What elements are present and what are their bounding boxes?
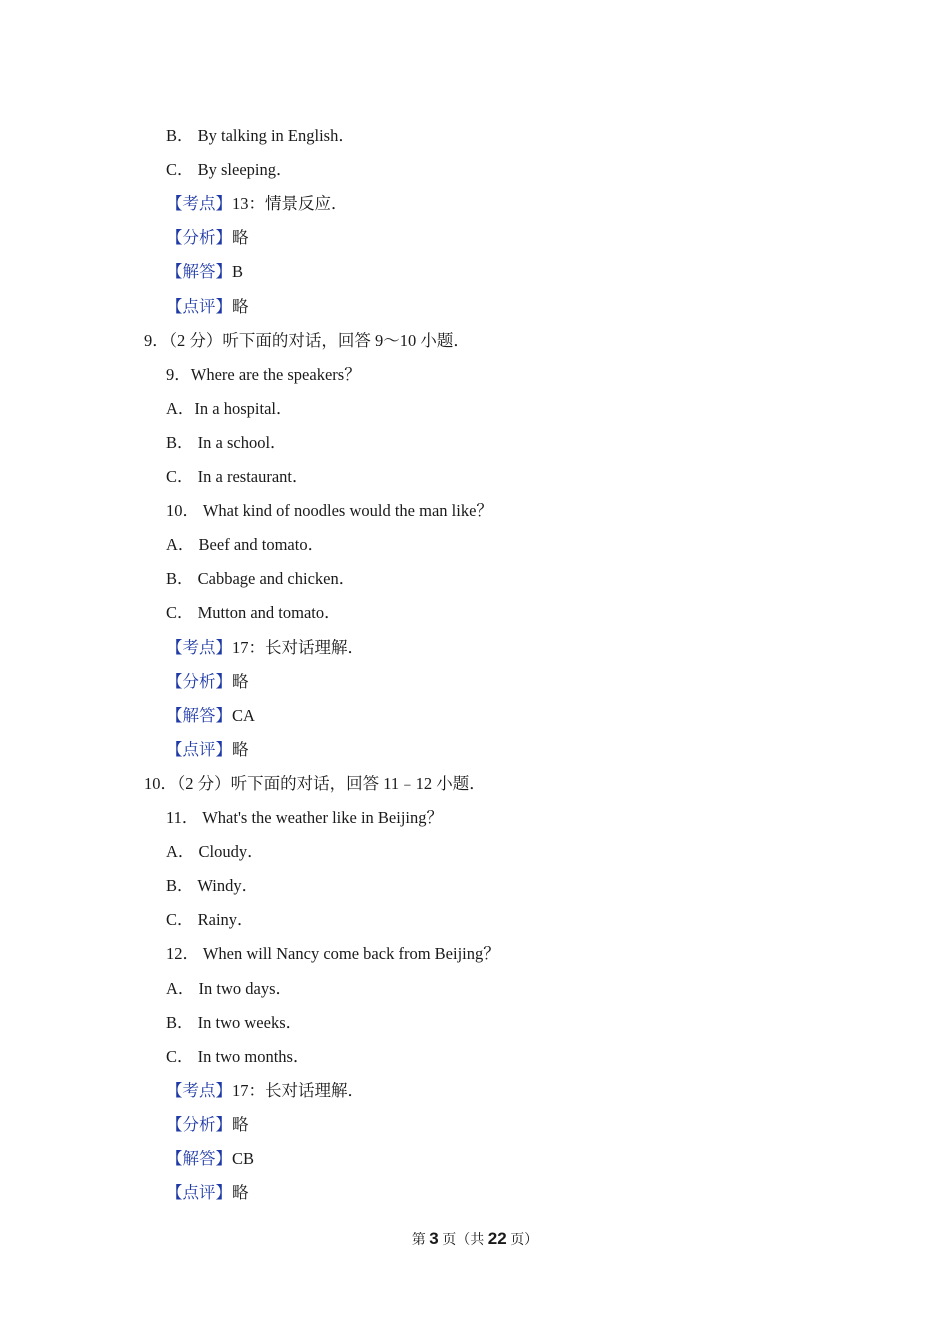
note-value: 略 (232, 1114, 249, 1134)
footer-page-number: 3 (429, 1229, 439, 1248)
note-value: 17：长对话理解． (232, 637, 364, 657)
answer-note-line (166, 637, 364, 659)
question-option: C． In two months． (166, 1046, 310, 1066)
answer-note-line (166, 671, 249, 693)
footer-suffix: 页） (510, 1233, 539, 1248)
question-option: A． Cloudy． (166, 842, 264, 862)
footer-prefix: 第 (411, 1233, 426, 1248)
note-label: 【解答】 (166, 1149, 232, 1168)
question-option: B． By talking in English． (166, 126, 355, 145)
answer-note-line (166, 1080, 364, 1102)
note-value: 略 (232, 1183, 249, 1203)
question-option: C． By sleeping． (166, 160, 293, 180)
question-option: 10． What kind of noodles would the man like？ (166, 501, 493, 521)
answer-note-line (166, 1182, 249, 1204)
question-option: C． In a restaurant． (166, 467, 309, 486)
note-value: 略 (232, 296, 249, 316)
page-footer (0, 1228, 950, 1252)
question-option: 12． When will Nancy come back from Beijing？ (166, 944, 500, 964)
note-label: 【考点】 (166, 194, 232, 214)
answer-note-line (166, 705, 255, 727)
answer-note-line (166, 193, 348, 215)
question-option: B． In a school． (166, 432, 287, 452)
question-heading: 10．（2 分）听下面的对话，回答 11﹣12 小题． (144, 773, 486, 793)
footer-middle: 页（共 (442, 1233, 485, 1248)
note-value: 略 (232, 739, 249, 759)
answer-note-line (166, 739, 249, 761)
question-option: B． Windy． (166, 876, 259, 896)
answer-note-line (166, 1114, 249, 1136)
note-value: B (232, 262, 244, 282)
question-heading: 9．（2 分）听下面的对话，回答 9～10 小题． (144, 330, 470, 350)
question-option: C． Mutton and tomato． (166, 603, 341, 623)
question-option: B． In two weeks． (166, 1012, 303, 1032)
note-value: 略 (232, 671, 249, 691)
question-option: 11． What's the weather like in Beijing？ (166, 808, 443, 827)
answer-note-line (166, 227, 249, 249)
question-option: C． Rainy． (166, 910, 254, 930)
note-value: 17：长对话理解． (232, 1080, 364, 1100)
question-option: A．In a hospital． (166, 398, 293, 418)
note-value: CB (232, 1149, 255, 1168)
note-label: 【分析】 (166, 1114, 232, 1134)
note-label: 【解答】 (166, 705, 232, 725)
footer-total-pages: 22 (487, 1229, 507, 1248)
answer-note-line (166, 1148, 254, 1170)
note-label: 【点评】 (166, 296, 232, 316)
answer-note-line (166, 296, 249, 318)
note-value: CA (232, 705, 255, 725)
note-value: 13：情景反应． (232, 194, 348, 214)
note-label: 【解答】 (166, 262, 232, 282)
note-label: 【分析】 (166, 228, 232, 248)
note-label: 【考点】 (166, 1080, 232, 1100)
question-option: A． In two days． (166, 978, 293, 998)
note-label: 【点评】 (166, 739, 232, 759)
note-value: 略 (232, 228, 249, 248)
note-label: 【分析】 (166, 671, 232, 691)
note-label: 【考点】 (166, 637, 232, 657)
question-option: 9．Where are the speakers？ (166, 364, 361, 384)
note-label: 【点评】 (166, 1183, 232, 1203)
question-option: B． Cabbage and chicken． (166, 569, 356, 589)
question-option: A． Beef and tomato． (166, 535, 325, 555)
answer-note-line (166, 261, 243, 283)
